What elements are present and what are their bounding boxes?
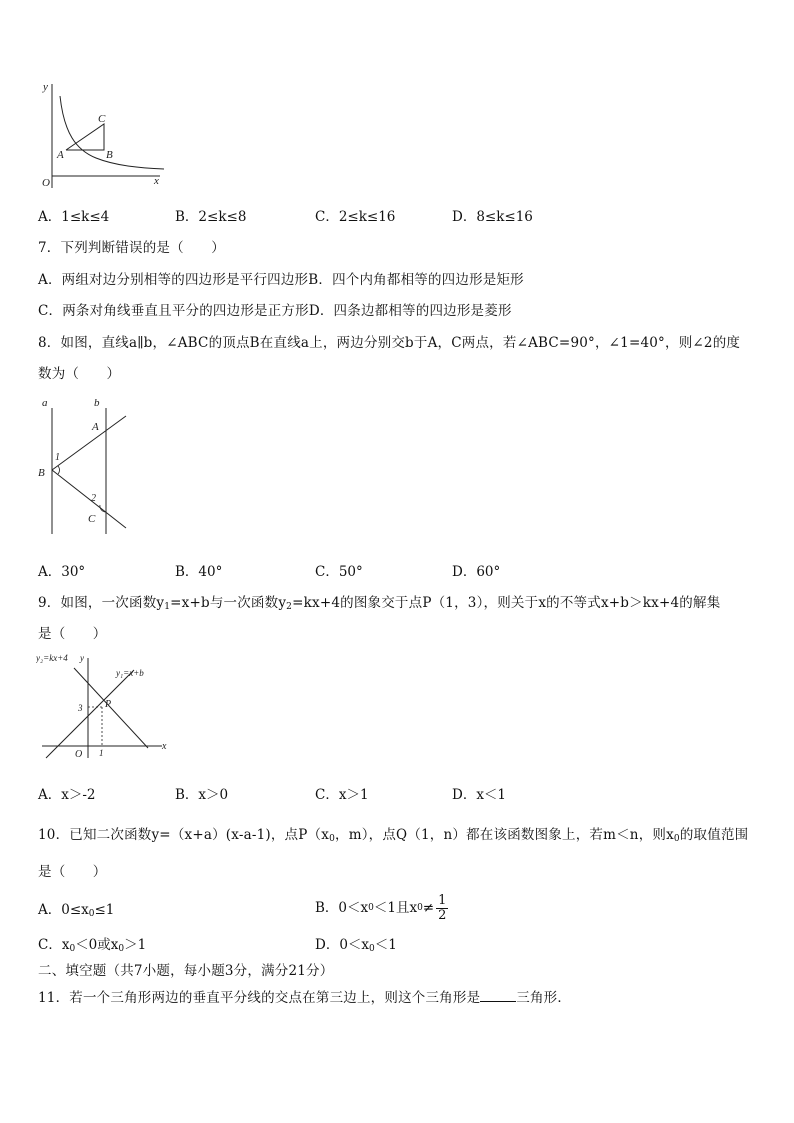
q8-fig-point-a: A [92,421,99,433]
q8-option-c: C．50° [315,564,363,580]
q9-fig-y1-label: y₁=x+b [116,668,144,678]
q10-stem-line1: 10．已知二次函数y=（x+a）(x-a-1)，点$P(x_0$，m），点Q（1，n）都在该函数图象上，若m＜n，则$x_0$的取值范围 [38,827,749,844]
q6-option-c: C．2≤k≤16 [315,209,396,225]
q6-option-a: A．1≤k≤4 [38,209,110,225]
q10-stem-line2: 是（ ） [38,864,107,880]
section-2-title: 二、填空题（共7小题，每小题3分，满分21分） [38,963,334,979]
q6-fig-b: B [106,149,113,161]
q6-fig-x: x [154,175,159,187]
q6-fig-y: y [43,81,48,93]
q9-fig-origin: O [75,749,83,760]
q10-option-a: A．$0\le x_0\le 1$ [38,902,115,919]
q10-option-d: D．$0<x_0<1$ [315,937,397,954]
q9-option-a: A．x＞-2 [38,787,96,803]
q10-option-c: C．$x_0<0$或$x_0>1$ [38,937,147,954]
q9-fig-point-p: P [105,699,112,710]
q9-fig-tick-3: 3 [78,703,83,713]
q9-fig-y-axis: y [80,653,84,663]
q9-option-b: B．x＞0 [175,787,229,803]
q9-fig-tick-1: 1 [99,748,104,758]
q6-fig-o: O [42,177,50,189]
q9-fig-x-axis: x [162,741,167,752]
q8-stem-line1: 8．如图，直线a∥b，∠ABC的顶点B在直线a上，两边分别交b于A，C两点，若∠ABC=90°，∠1=40°，则∠2的度 [38,335,741,351]
q10-fraction: $\frac{1}{2}$ [438,892,447,923]
q8-option-b: B．40° [175,564,223,580]
q10-option-b: B．0＜x 0 ＜1且x 0 ≠ $\frac{1}{2}$ [315,892,447,923]
q11-stem: 11．若一个三角形两边的垂直平分线的交点在第三边上，则这个三角形是 三角形． [38,990,572,1006]
q8-stem-line2: 数为（ ） [38,366,121,382]
q8-option-a: A．30° [38,564,86,580]
q8-fig-line-b: b [94,397,100,409]
q8-fig-point-b: B [38,467,45,479]
q9-option-d: D．x＜1 [452,787,507,803]
q7-options-line2: C．两条对角线垂直且平分的四边形是正方形D．四条边都相等的四边形是菱形 [38,303,512,319]
q8-fig-point-c: C [88,513,96,525]
q11-answer-blank[interactable] [480,989,516,1002]
q8-figure [36,394,130,546]
q9-option-c: C．x＞1 [315,787,369,803]
q6-option-d: D．8≤k≤16 [452,209,533,225]
q8-fig-line-a: a [42,397,48,409]
q8-fig-angle-1: 1 [55,452,60,463]
q6-option-b: B．2≤k≤8 [175,209,247,225]
q9-stem-line2: 是（ ） [38,626,107,642]
q6-figure [36,78,166,193]
q9-stem-line1: 9．如图，一次函数$y_1=x+b$与一次函数$y_2=kx+4$的图象交于点P（1，3），则关于x的不等式x+b＞kx+4的解集 [38,595,721,612]
q9-fig-y2-label: y₂=kx+4 [36,653,68,663]
q8-option-d: D．60° [452,564,501,580]
q6-fig-c: C [98,113,106,125]
q7-options-line1: A．两组对边分别相等的四边形是平行四边形B．四个内角都相等的四边形是矩形 [38,272,524,288]
q7-stem: 7．下列判断错误的是（ ） [38,240,225,256]
q9-figure [36,650,172,762]
q6-fig-a: A [57,149,64,161]
q8-fig-angle-2: 2 [91,493,96,504]
